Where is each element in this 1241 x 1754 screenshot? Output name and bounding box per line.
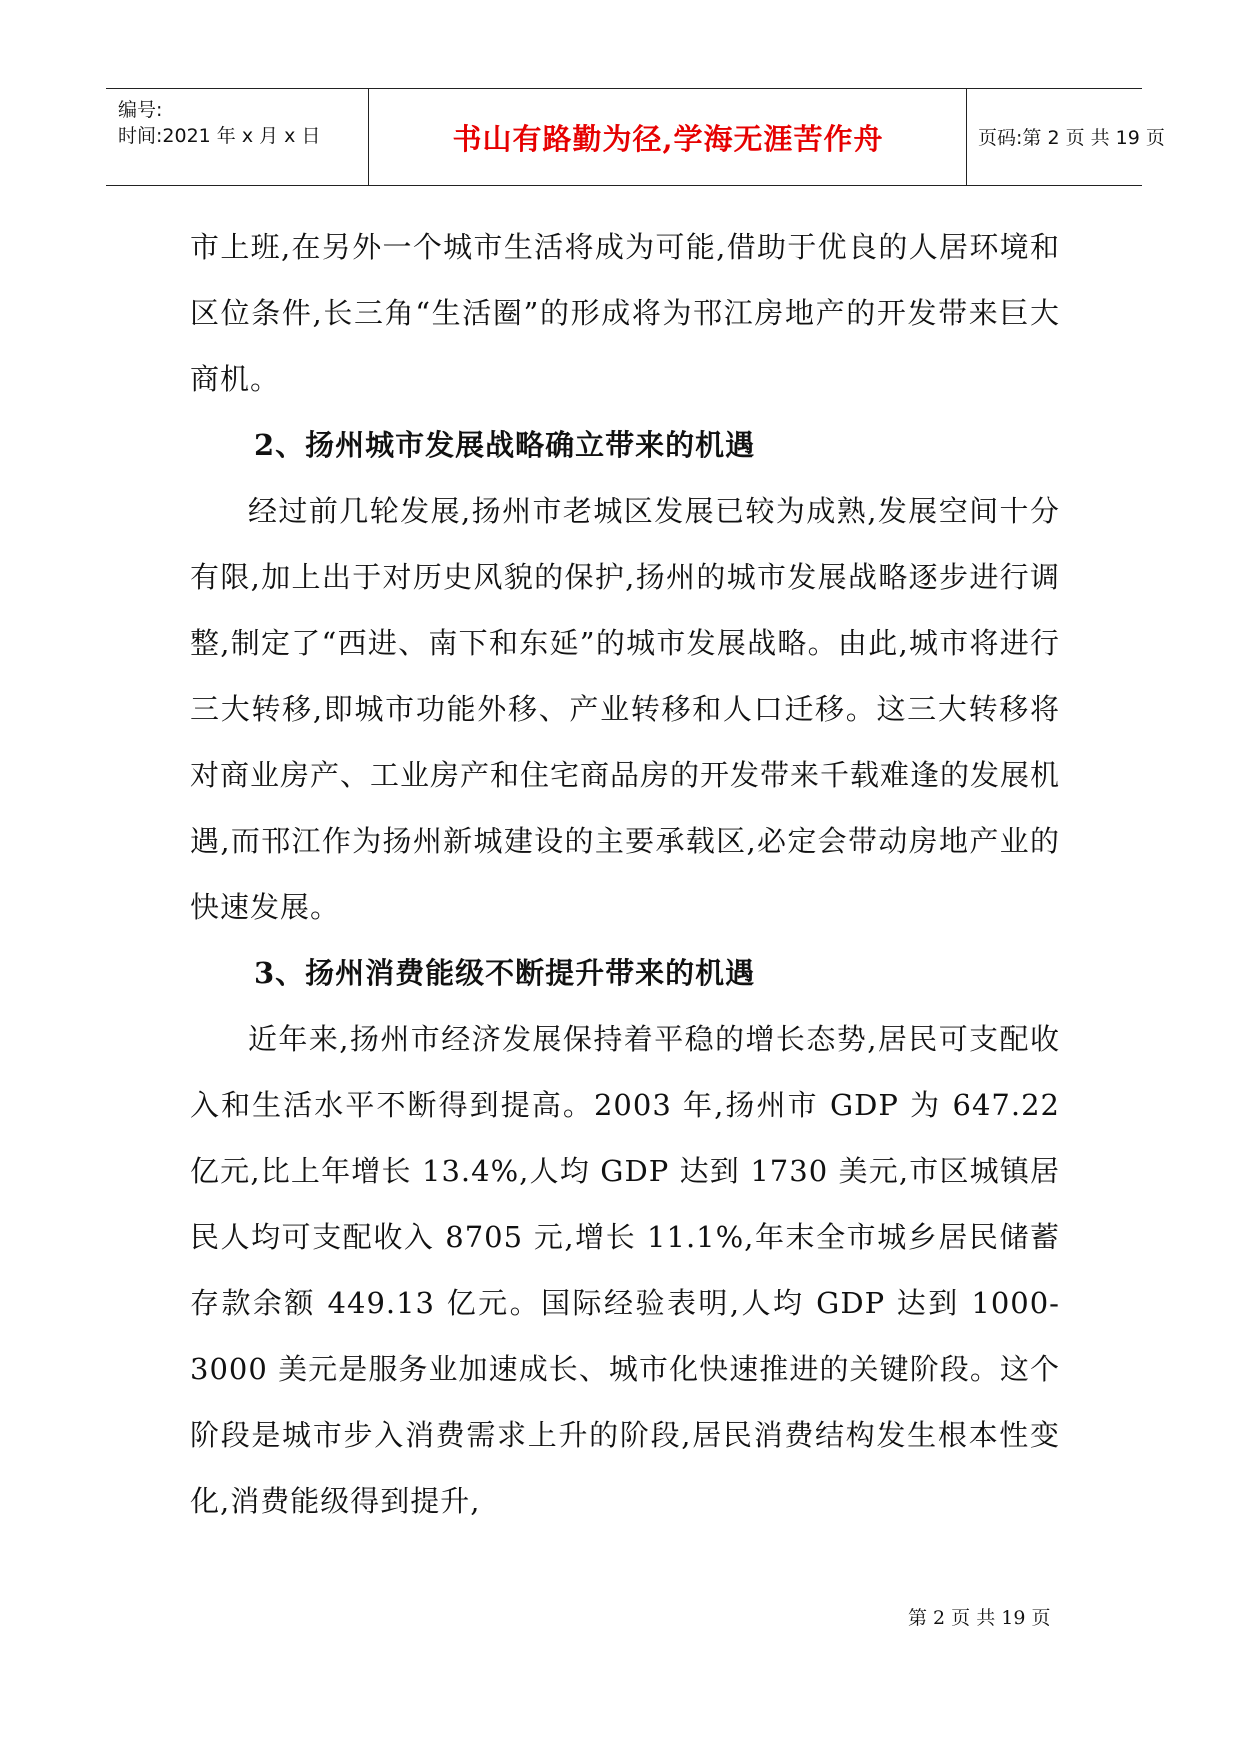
section-heading-3: 3、扬州消费能级不断提升带来的机遇 (254, 956, 756, 990)
header-motto-cell (370, 89, 967, 185)
paragraph-strategy: 经过前几轮发展,扬州市老城区发展已较为成熟,发展空间十分有限,加上出于对历史风貌的保护,扬州的城市发展战略逐步进行调整,制定了“西进、南下和东延”的城市发展战略。由此,城市将进行三大转移,即城市功能外移、产业转移和人口迁移。这三大转移将对商业房产、工业房产和住宅商品房的开发带来千载难逢的发展机遇,而邗江作为扬州新城建设的主要承载区,必定会带动房地产业的快速发展。 (190, 494, 1061, 924)
header-meta-cell (106, 89, 369, 185)
paragraph-continuation: 市上班,在另外一个城市生活将成为可能,借助于优良的人居环境和区位条件,长三角“生活圈”的形成将为邗江房地产的开发带来巨大商机。 (190, 230, 1060, 396)
document-date-label: 时间:2021 年 x 月 x 日 (118, 125, 321, 147)
paragraph-consumption: 近年来,扬州市经济发展保持着平稳的增长态势,居民可支配收入和生活水平不断得到提高。2003 年,扬州市 GDP 为 647.22 亿元,比上年增长 13.4%,人均 GDP 达到 1730 美元,市区城镇居民人均可支配收入 8705 元,增长 11.1%,年末全市城乡居民储蓄存款余额 449.13 亿元。国际经验表明,人均 GDP 达到 1000-3000 美元是服务业加速成长、城市化快速推进的关键阶段。这个阶段是城市步入消费需求上升的阶段,居民消费结构发生根本性变化,消费能级得到提升, (190, 1022, 1060, 1518)
document-body (190, 214, 1060, 1534)
header-page-cell (968, 89, 1165, 185)
header-page-number: 页码:第 2 页 共 19 页 (978, 127, 1165, 149)
header-motto: 书山有路勤为径,学海无涯苦作舟 (452, 122, 884, 156)
section-heading-2: 2、扬州城市发展战略确立带来的机遇 (254, 428, 756, 462)
page-header (106, 88, 1165, 186)
page-footer: 第 2 页 共 19 页 (908, 1607, 1051, 1629)
document-number-label: 编号: (118, 99, 163, 121)
